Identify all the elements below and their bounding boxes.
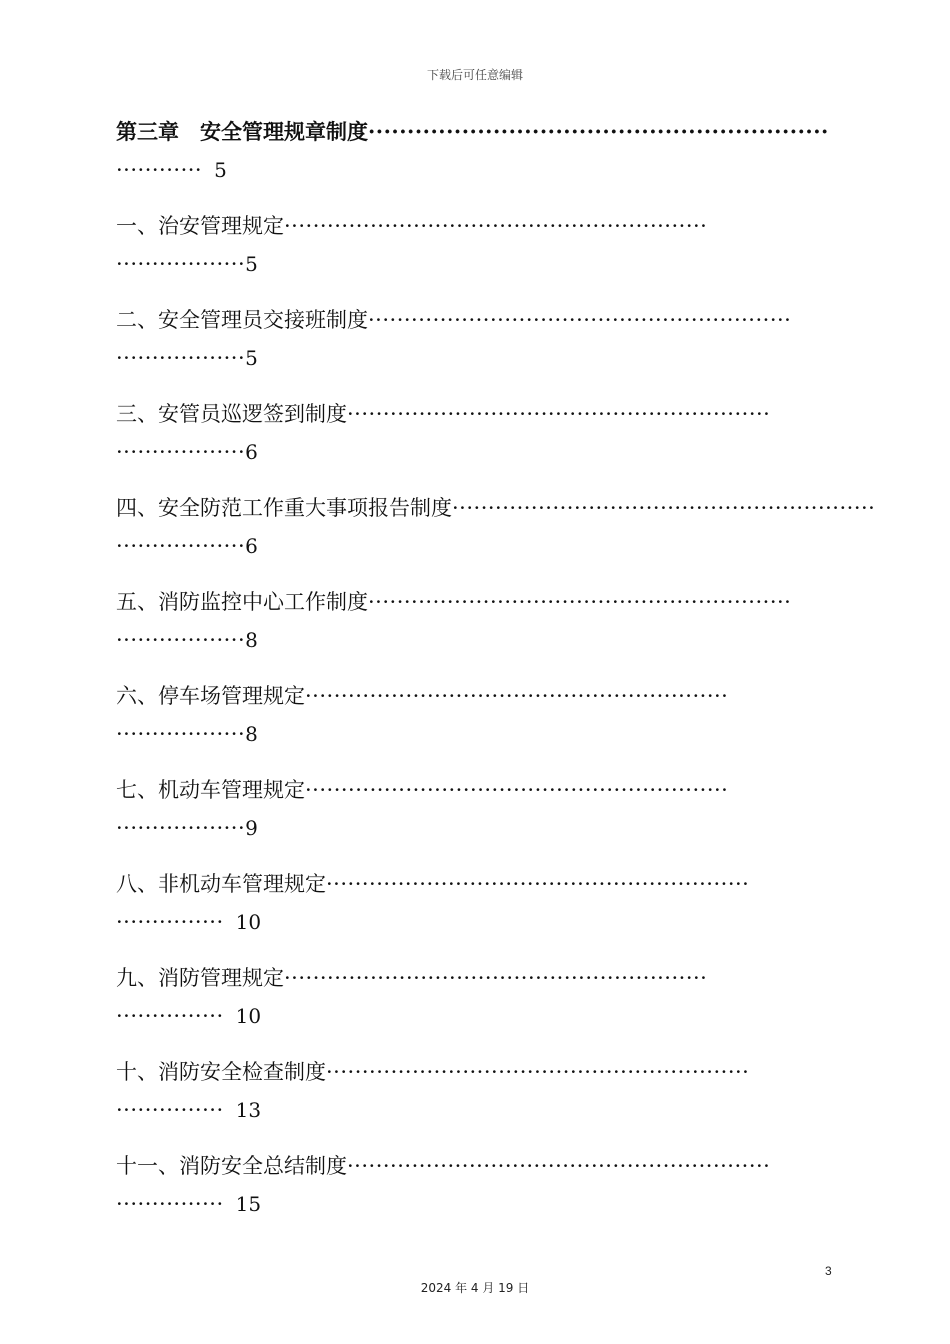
- toc-leader-dots: ··················: [116, 816, 246, 840]
- toc-leader-dots: ···············: [116, 910, 224, 934]
- toc-leader-dots: ···············: [116, 1004, 224, 1028]
- toc-entry[interactable]: [116, 864, 832, 958]
- toc-entry[interactable]: [116, 676, 832, 770]
- toc-entry[interactable]: [116, 488, 876, 582]
- toc-leader-dots: ···························································: [452, 496, 876, 520]
- toc-entry-page-line: [116, 528, 832, 564]
- toc-leader-dots: ···························································: [368, 308, 792, 332]
- toc-entry-title-line: [116, 864, 832, 904]
- toc-entry[interactable]: [116, 300, 832, 394]
- toc-entry-title: 四、安全防范工作重大事项报告制度: [116, 496, 452, 520]
- toc-entry-title: 七、机动车管理规定: [116, 778, 305, 802]
- toc-leader-dots: ··················: [116, 722, 246, 746]
- toc-entry-title: 三、安管员巡逻签到制度: [116, 402, 347, 426]
- toc-leader-dots: ···························································: [368, 119, 829, 144]
- toc-leader-dots: ···························································: [326, 872, 750, 896]
- toc-entry-page-line: [116, 1092, 832, 1128]
- toc-leader-dots: ···························································: [368, 590, 792, 614]
- toc-entry-title: 十一、消防安全总结制度: [116, 1154, 347, 1178]
- toc-page-number: 10: [235, 910, 262, 934]
- toc-entry-page-line: [116, 716, 832, 752]
- toc-page-number: 5: [245, 252, 258, 276]
- toc-entry[interactable]: [116, 582, 832, 676]
- toc-entry-title: 二、安全管理员交接班制度: [116, 308, 368, 332]
- toc-page-number: 5: [245, 346, 258, 370]
- toc-entry[interactable]: [116, 1146, 832, 1240]
- toc-page-number: 9: [245, 816, 258, 840]
- table-of-contents: [116, 112, 876, 1240]
- toc-entry-page-line: [116, 622, 832, 658]
- footer-date: 2024 年 4 月 19 日: [420, 1281, 530, 1295]
- toc-entry-title-line: [116, 300, 832, 340]
- toc-entry-title: 九、消防管理规定: [116, 966, 284, 990]
- toc-page-number: 5: [214, 158, 227, 182]
- toc-leader-dots: ··················: [116, 534, 246, 558]
- toc-page-number: 15: [235, 1192, 262, 1216]
- toc-entry-title-line: [116, 676, 832, 716]
- toc-entry[interactable]: [116, 958, 832, 1052]
- toc-entry-title-line: [116, 1146, 832, 1186]
- page-header: 下载后可任意编辑: [426, 68, 523, 82]
- toc-leader-dots: ···························································: [305, 778, 729, 802]
- toc-entry-title: 一、治安管理规定: [116, 214, 284, 238]
- toc-entry-page-line: [116, 434, 832, 470]
- toc-leader-dots: ···························································: [326, 1060, 750, 1084]
- toc-page-number: 6: [245, 440, 258, 464]
- toc-entry-title-line: [116, 770, 832, 810]
- page-number: 3: [825, 1264, 832, 1278]
- toc-entry-title: 六、停车场管理规定: [116, 684, 305, 708]
- toc-leader-dots: ···············: [116, 1098, 224, 1122]
- toc-entry[interactable]: [116, 770, 832, 864]
- toc-entry-title: 五、消防监控中心工作制度: [116, 590, 368, 614]
- toc-entry-page-line: [116, 1186, 832, 1222]
- toc-entry-title-line: [116, 582, 832, 622]
- toc-entry-page-line: [116, 152, 832, 188]
- toc-entry-title-line: [116, 1052, 832, 1092]
- toc-entry-page-line: [116, 904, 832, 940]
- toc-entry-title-line: [116, 488, 876, 528]
- toc-page-number: 8: [245, 628, 258, 652]
- toc-leader-dots: ··················: [116, 440, 246, 464]
- toc-entry-title-line: [116, 958, 832, 998]
- toc-entry-page-line: [116, 340, 832, 376]
- toc-entry-title: 第三章 安全管理规章制度: [116, 119, 368, 144]
- toc-page-number: 6: [245, 534, 258, 558]
- toc-leader-dots: ···························································: [305, 684, 729, 708]
- toc-entry-title-line: [116, 112, 832, 152]
- toc-leader-dots: ··················: [116, 252, 246, 276]
- toc-entry[interactable]: [116, 1052, 832, 1146]
- toc-leader-dots: ···························································: [284, 966, 708, 990]
- toc-entry-title-line: [116, 394, 832, 434]
- toc-entry-title: 八、非机动车管理规定: [116, 872, 326, 896]
- toc-page-number: 8: [245, 722, 258, 746]
- toc-leader-dots: ··················: [116, 346, 246, 370]
- toc-leader-dots: ··················: [116, 628, 246, 652]
- toc-leader-dots: ···························································: [284, 214, 708, 238]
- toc-leader-dots: ···························································: [347, 1154, 771, 1178]
- toc-entry[interactable]: [116, 394, 832, 488]
- toc-entry-page-line: [116, 810, 832, 846]
- toc-entry-title: 十、消防安全检查制度: [116, 1060, 326, 1084]
- toc-entry-title-line: [116, 206, 832, 246]
- toc-page-number: 10: [235, 1004, 262, 1028]
- toc-page-number: 13: [235, 1098, 262, 1122]
- toc-entry[interactable]: [116, 206, 832, 300]
- toc-entry[interactable]: [116, 112, 832, 206]
- toc-entry-page-line: [116, 246, 832, 282]
- toc-leader-dots: ···············: [116, 1192, 224, 1216]
- toc-entry-page-line: [116, 998, 832, 1034]
- toc-leader-dots: ···························································: [347, 402, 771, 426]
- toc-leader-dots: ············: [116, 158, 203, 182]
